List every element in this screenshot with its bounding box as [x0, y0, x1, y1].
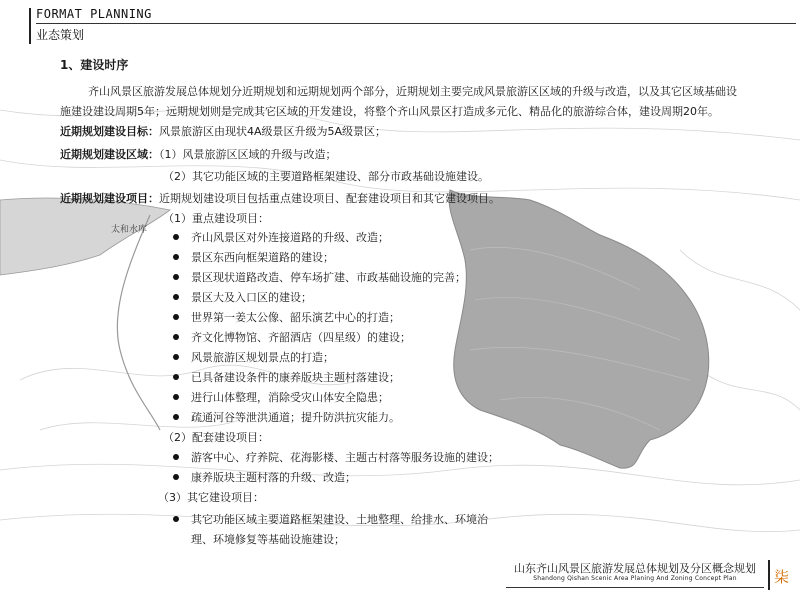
header-title-en: FORMAT PLANNING [36, 7, 152, 21]
projects-text: 近期规划建设项目包括重点建设项目、配套建设项目和其它建设项目。 [159, 192, 500, 205]
group2-title: （2）配套建设项目： [163, 431, 269, 444]
footer-bracket [768, 560, 770, 590]
area-label: 近期规划建设区域： [60, 148, 159, 161]
footer-rule [506, 587, 764, 588]
footer-title [506, 560, 764, 586]
projects-row [60, 189, 500, 209]
header-bracket [29, 8, 31, 44]
area-row [60, 145, 337, 165]
list-item: 景区大及入口区的建设； [173, 288, 312, 308]
intro-line-2: 施建设建设周期5年；远期规划则是完成其它区域的开发建设，将整个齐山风景区打造成多元化、精品化的旅游综合体，建设周期20年。 [60, 105, 719, 118]
target-label: 近期规划建设目标： [60, 125, 159, 138]
group1-title: （1）重点建设项目： [163, 212, 269, 225]
list-item: 景区东西向框架道路的建设； [173, 248, 334, 268]
intro-line-1: 齐山风景区旅游发展总体规划分近期规划和远期规划两个部分，近期规划主要完成风景旅游区区域的升级与改造，以及其它区域基础设 [88, 85, 737, 98]
list-item: 游客中心、疗养院、花海影楼、主题古村落等服务设施的建设； [173, 448, 499, 468]
section-title: 1、建设时序 [60, 58, 129, 72]
area-item-2: （2）其它功能区域的主要道路框架建设、部分市政基础设施建设。 [163, 170, 489, 183]
list-item: 世界第一姜太公像、韶乐演艺中心的打造； [173, 308, 400, 328]
footer-title-en: Shandong Qishan Scenic Area Planing And Zoning Concept Plan [533, 575, 737, 582]
target-text: 风景旅游区由现状4A级景区升级为5A级景区； [159, 125, 387, 138]
list-item: 齐山风景区对外连接道路的升级、改造； [173, 228, 389, 248]
list-item: 齐文化博物馆、齐韶酒店（四星级）的建设； [173, 328, 411, 348]
list-item: 疏通河谷等泄洪通道；提升防洪抗灾能力。 [173, 408, 400, 428]
header-rule [36, 23, 796, 24]
list-item: 景区现状道路改造、停车场扩建、市政基础设施的完善； [173, 268, 466, 288]
lake-label: 太和水库 [111, 225, 148, 235]
target-row [60, 122, 386, 142]
list-item: 已具备建设条件的康养版块主题村落建设； [173, 368, 400, 388]
list-item: 康养版块主题村落的升级、改造； [173, 468, 356, 488]
header-title-cn: 业态策划 [36, 28, 85, 42]
list-item: 进行山体整理，消除受灾山体安全隐患； [173, 388, 389, 408]
projects-label: 近期规划建设项目： [60, 192, 159, 205]
list-item: 风景旅游区规划景点的打造； [173, 348, 334, 368]
group3-item-continued: 理、环境修复等基础设施建设； [191, 533, 345, 546]
page-number: 柒 [774, 568, 790, 586]
footer-title-cn: 山东齐山风景区旅游发展总体规划及分区概念规划 [514, 562, 756, 575]
list-item: 其它功能区域主要道路框架建设、土地整理、给排水、环境治 [173, 510, 488, 530]
group3-title: （3）其它建设项目： [158, 491, 264, 504]
area-item-1: （1）风景旅游区区域的升级与改造； [159, 148, 337, 161]
